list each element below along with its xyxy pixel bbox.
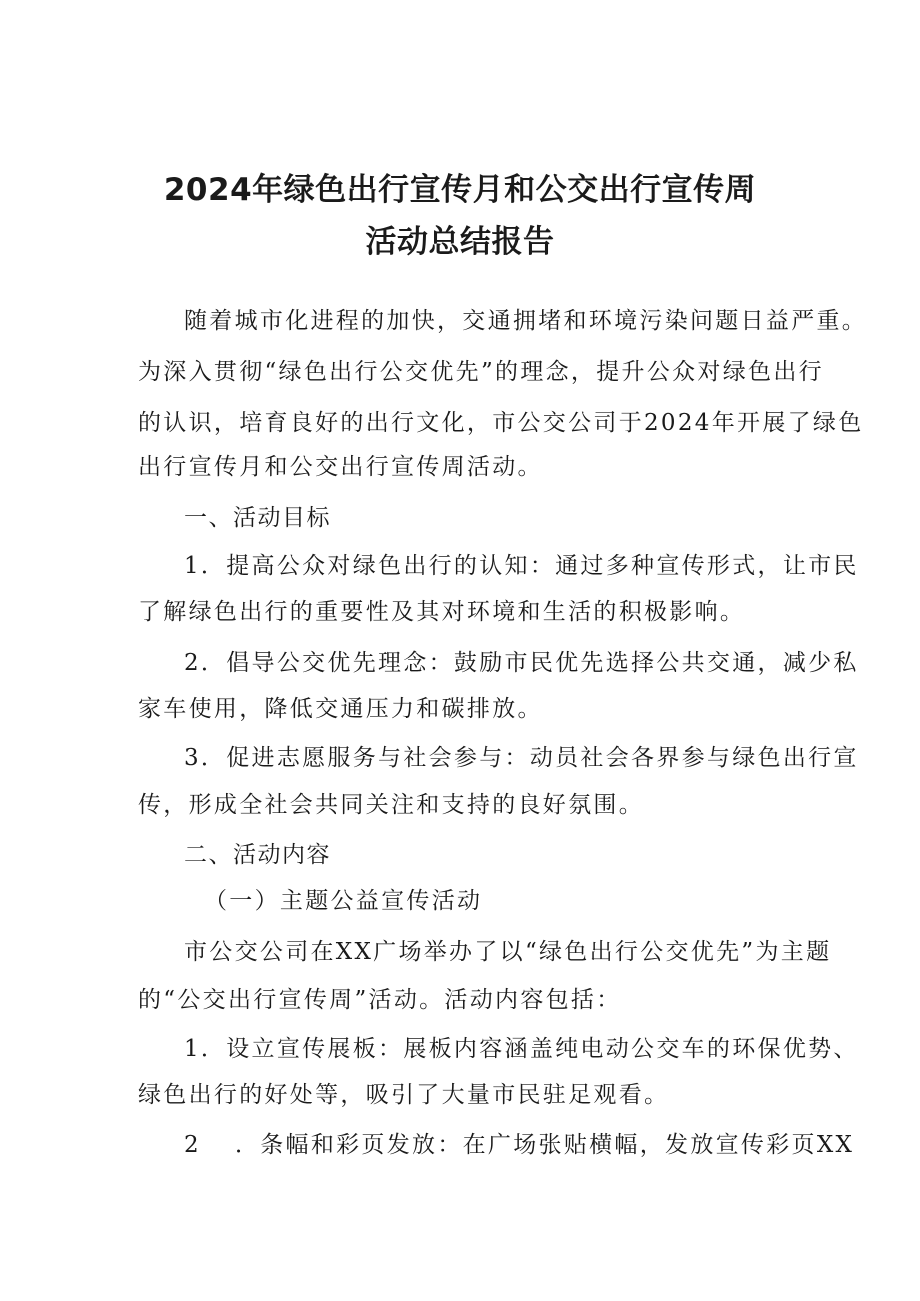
paragraph-line: 了解绿色出行的重要性及其对环境和生活的积极影响。 bbox=[138, 599, 746, 625]
paragraph-line bbox=[184, 1130, 854, 1160]
subsection-heading: （一）主题公益宣传活动 bbox=[204, 888, 483, 914]
paragraph-line: 的认识，培育良好的出行文化，市公交公司于2024年开展了绿色 bbox=[138, 410, 864, 436]
paragraph-line: 2．倡导公交优先理念：鼓励市民优先选择公共交通，减少私 bbox=[184, 650, 859, 676]
section-heading-content: 二、活动内容 bbox=[184, 842, 331, 868]
paragraph-line: 传，形成全社会共同关注和支持的良好氛围。 bbox=[138, 792, 644, 818]
paragraph-line: 绿色出行的好处等，吸引了大量市民驻足观看。 bbox=[138, 1082, 670, 1108]
paragraph-line: 1．提高公众对绿色出行的认知：通过多种宣传形式，让市民 bbox=[184, 553, 859, 579]
document-title-line-1: 2024年绿色出行宣传月和公交出行宣传周 bbox=[163, 172, 757, 208]
paragraph-line: 随着城市化进程的加快，交通拥堵和环境污染问题日益严重。 bbox=[184, 308, 868, 334]
paragraph-line: 1．设立宣传展板：展板内容涵盖纯电动公交车的环保优势、 bbox=[184, 1036, 859, 1062]
paragraph-line: 市公交公司在XX广场举办了以“绿色出行公交优先”为主题 bbox=[184, 939, 832, 965]
paragraph-line: 家车使用，降低交通压力和碳排放。 bbox=[138, 696, 543, 722]
list-text: ．条幅和彩页发放：在广场张贴横幅，发放宣传彩页XX bbox=[234, 1132, 855, 1158]
paragraph-line: 的“公交出行宣传周”活动。活动内容包括： bbox=[138, 987, 622, 1013]
section-heading-goals: 一、活动目标 bbox=[184, 505, 331, 531]
document-title-line-2: 活动总结报告 bbox=[365, 224, 555, 260]
list-number: 2 bbox=[184, 1132, 201, 1158]
paragraph-line: 出行宣传月和公交出行宣传周活动。 bbox=[138, 454, 543, 480]
paragraph-line: 3．促进志愿服务与社会参与：动员社会各界参与绿色出行宣 bbox=[184, 745, 859, 771]
paragraph-line: 为深入贯彻“绿色出行公交优先”的理念，提升公众对绿色出行 bbox=[138, 359, 824, 385]
